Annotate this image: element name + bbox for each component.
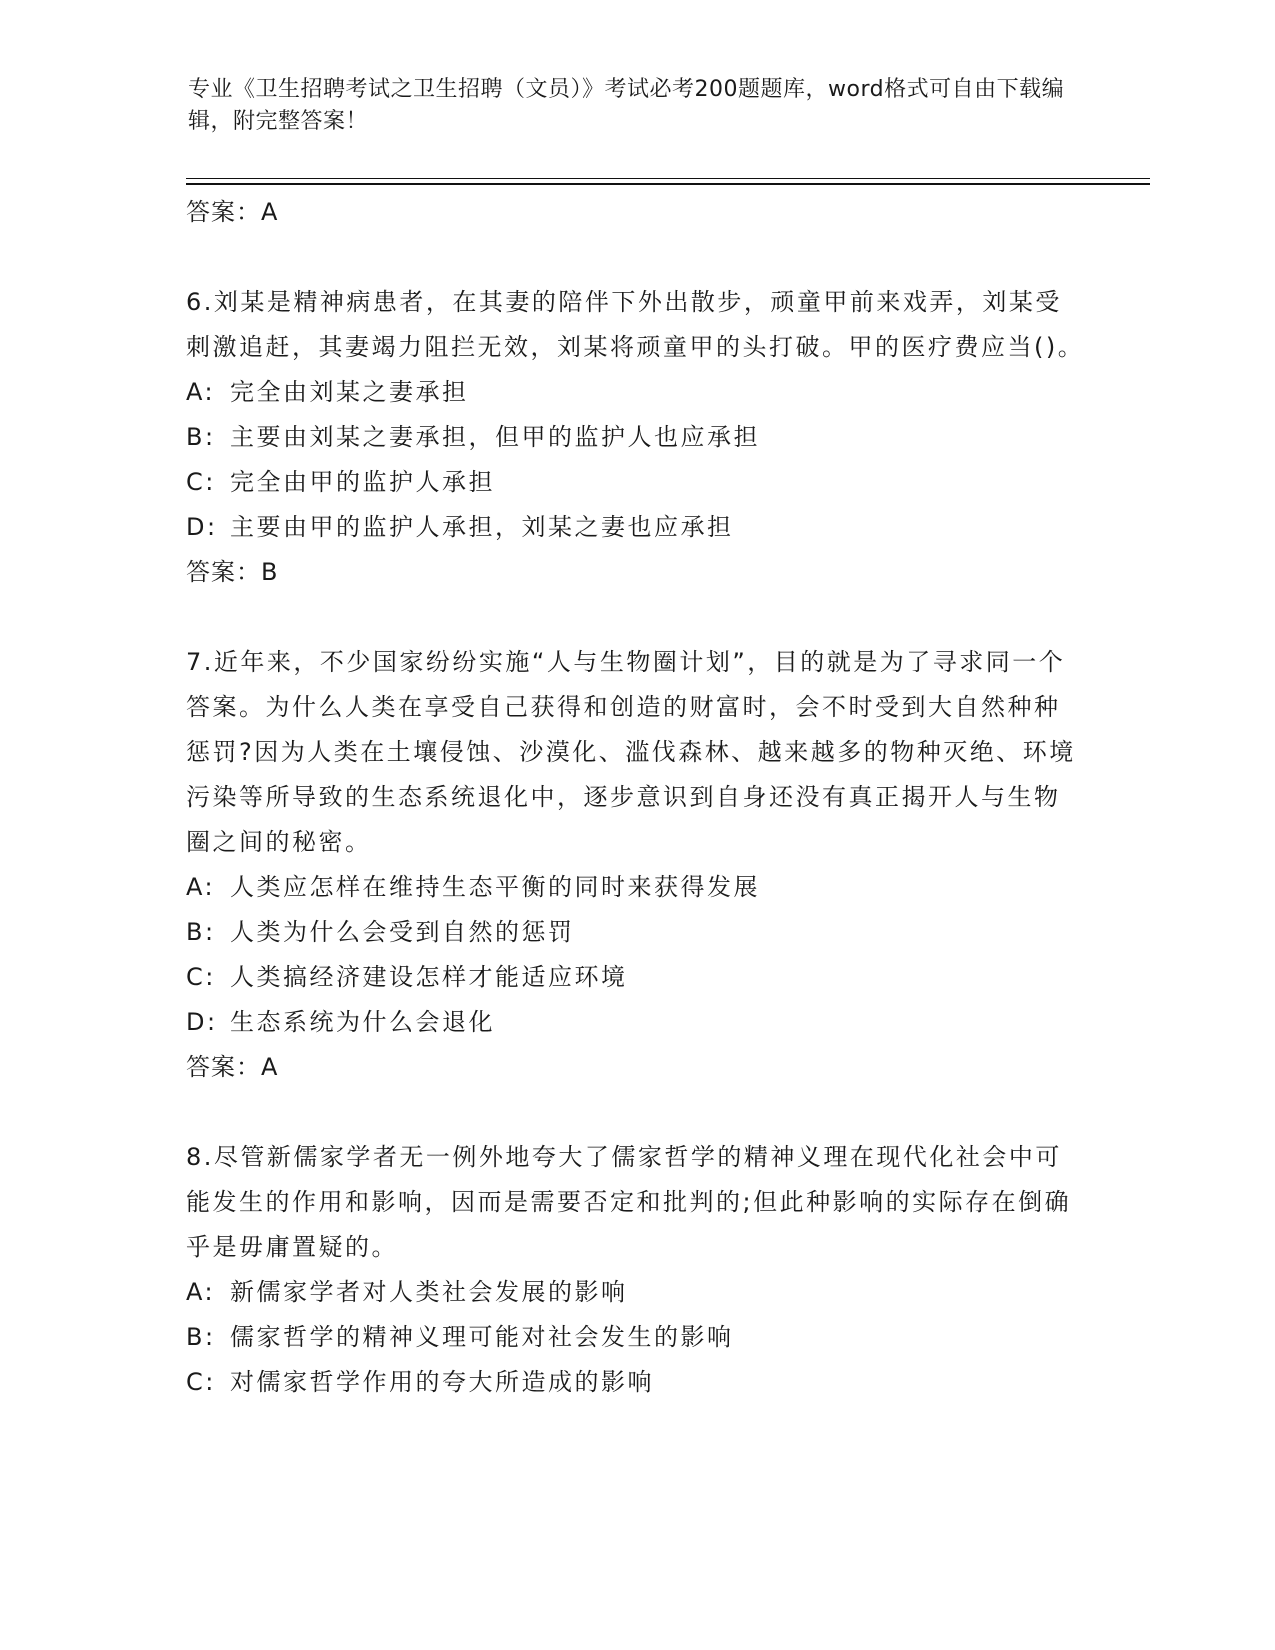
option-key: D: [186,513,218,541]
option-b [186,415,1086,460]
option-d [186,505,1086,550]
question-block [186,1135,1086,1405]
answer-line: 答案：B [186,558,279,586]
option-text: 主要由刘某之妻承担，但甲的监护人也应承担 [230,423,760,451]
question-stem: 8.尽管新儒家学者无一例外地夸大了儒家哲学的精神义理在现代化社会中可能发生的作用和影响，因而是需要否定和批判的;但此种影响的实际存在倒确乎是毋庸置疑的。 [186,1143,1072,1261]
answer-line: 答案：A [186,1053,279,1081]
option-c [186,1360,1086,1405]
option-text: 主要由甲的监护人承担，刘某之妻也应承担 [230,513,734,541]
header-rule-thin [186,178,1150,179]
option-key: A: [186,873,216,901]
option-key: C: [186,468,216,496]
option-c [186,460,1086,505]
header-rule-thick [186,183,1150,185]
page-header: 专业《卫生招聘考试之卫生招聘（文员）》考试必考200题题库，word格式可自由下载编辑，附完整答案！ [188,77,1065,134]
option-c [186,955,1086,1000]
option-key: C: [186,1368,216,1396]
option-text: 完全由甲的监护人承担 [230,468,495,496]
option-key: A: [186,378,216,406]
question-content [186,190,1086,1405]
question-stem: 7.近年来，不少国家纷纷实施“人与生物圈计划”，目的就是为了寻求同一个答案。为什么人类在享受自己获得和创造的财富时，会不时受到大自然种种惩罚?因为人类在土壤侵蚀、沙漠化、滥伐森林、越来越多的物种灭绝、环境污染等所导致的生态系统退化中，逐步意识到自身还没有真正揭开人与生物圈之间的秘密。 [186,648,1076,856]
option-text: 生态系统为什么会退化 [230,1008,495,1036]
option-a [186,865,1086,910]
option-text: 新儒家学者对人类社会发展的影响 [230,1278,628,1306]
option-key: B: [186,918,216,946]
option-text: 对儒家哲学作用的夸大所造成的影响 [230,1368,654,1396]
option-key: B: [186,423,216,451]
option-text: 儒家哲学的精神义理可能对社会发生的影响 [230,1323,734,1351]
option-key: C: [186,963,216,991]
question-stem: 6.刘某是精神病患者，在其妻的陪伴下外出散步，顽童甲前来戏弄，刘某受刺激追赶，其妻竭力阻拦无效，刘某将顽童甲的头打破。甲的医疗费应当()。 [186,288,1085,361]
option-text: 完全由刘某之妻承担 [230,378,469,406]
option-b [186,910,1086,955]
option-text: 人类为什么会受到自然的惩罚 [230,918,575,946]
answer-line: 答案：A [186,198,279,226]
option-key: B: [186,1323,216,1351]
option-a [186,1270,1086,1315]
option-key: D: [186,1008,218,1036]
option-text: 人类搞经济建设怎样才能适应环境 [230,963,628,991]
option-key: A: [186,1278,216,1306]
option-a [186,370,1086,415]
option-d [186,1000,1086,1045]
option-b [186,1315,1086,1360]
question-block [186,640,1086,1089]
question-block [186,280,1086,594]
option-text: 人类应怎样在维持生态平衡的同时来获得发展 [230,873,760,901]
